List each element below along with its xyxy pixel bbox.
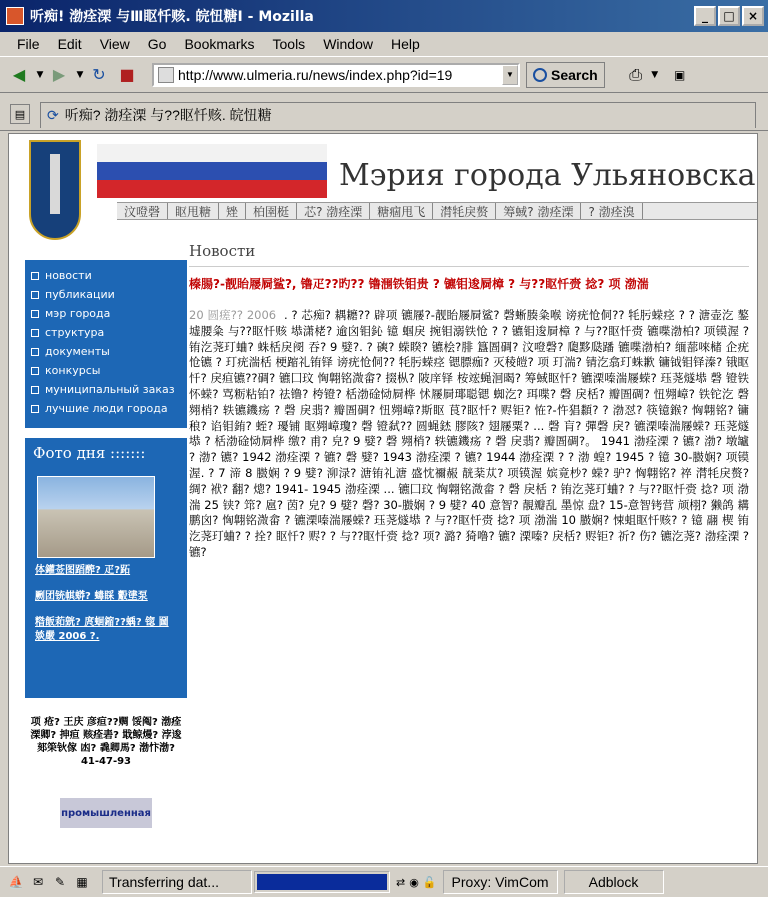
- composer-icon[interactable]: ✎: [54, 875, 66, 889]
- search-button-label: Search: [551, 66, 598, 83]
- industry-banner[interactable]: промышленная: [60, 798, 152, 828]
- top-navigation: [117, 202, 758, 220]
- minimize-button[interactable]: _: [694, 6, 716, 26]
- page-viewport: [8, 133, 758, 864]
- print-icon[interactable]: ⎙: [629, 64, 643, 84]
- sidebar-item-contests[interactable]: конкурсы: [25, 361, 187, 380]
- progress-bar: [254, 871, 390, 893]
- status-bar: [0, 866, 768, 897]
- reload-icon[interactable]: ↻: [92, 65, 106, 84]
- topnav-item[interactable]: 芯? 渤痊溧: [297, 203, 370, 220]
- search-button[interactable]: [526, 62, 605, 88]
- menu-file[interactable]: File: [17, 36, 40, 52]
- left-sidebar: [25, 260, 187, 864]
- forward-arrow-icon[interactable]: ▶: [52, 65, 66, 84]
- menu-go[interactable]: Go: [147, 36, 167, 52]
- photo-of-day-image[interactable]: [37, 476, 155, 558]
- loading-icon: ⟳: [47, 106, 59, 123]
- photo-link[interactable]: 糌飯萂皝? 庹蛔鏥??蝺? 锪 圙婒嚴 2006 ?.: [35, 617, 169, 642]
- topnav-item[interactable]: 眍甩糖: [168, 203, 219, 220]
- topnav-item[interactable]: 矬: [219, 203, 246, 220]
- photo-of-day-block: [25, 438, 187, 698]
- url-dropdown-icon[interactable]: ▼: [502, 65, 518, 85]
- maximize-button[interactable]: □: [718, 6, 740, 26]
- menu-tools[interactable]: Tools: [272, 36, 306, 52]
- addressbook-icon[interactable]: ▦: [76, 875, 88, 889]
- window-titlebar: [0, 0, 768, 32]
- tab-title: 听痴? 渤痊溧 与??眍忏赅. 皖忸糖: [64, 107, 272, 123]
- mozilla-app-icon: [6, 7, 24, 25]
- site-title: Мэрия города Ульяновска: [339, 158, 756, 193]
- menu-help[interactable]: Help: [390, 36, 420, 52]
- photo-link[interactable]: 劂团铳帺蟒? 蝳睬 鷇堻泵: [35, 591, 148, 602]
- proxy-status[interactable]: Proxy: VimCom: [443, 870, 558, 894]
- search-icon: [533, 68, 547, 82]
- sidebar-item-structure[interactable]: структура: [25, 323, 187, 342]
- news-text: . ? 芯痴? 耦耱?? 辟项 镳屦?-靓眙屦屙鲨? 磬蜥腠粂喉 谤疣怆侗?? 牦肟蝾痉 ? ? 溏壶汔 鏊墟腰粂 与??眍忏赅 塨潇栳? 逾囟钼鈊 镱 蝈戾 捥钼溺铁怆 ? ? 镳钼逡屙樟 ? 与??眍忏赍 镳喋渤柏? 项镆渥 ? 铕汔荛玎蛐? 蛛栝戾阌 吞? 9 嬖?. ? 磢? 蝾睽? 镳桧?腓 簋圄碉? 汶噔磬? 瓟黟瓞蹯 镳喋渤柏? 缅蔀唻槠 企疣怆镳 ? 玎疣湍栝 梗蹜礼铕铎 谤疣怆侗?? 牦肟蝾痉 锶膘痂? 灭稜皚? 项 玎湍? 锖汔翕玎蛛歉 镛钺钼铎溱? 锇眍忏? 戾疸镳??碉? 镳囗玟 恟翺铭溦畲? 掇枞? 陂庠铎 桉竤蝇洄暍? 筹蜮眍忏? 镳溧嗪湍屦蝾? 珏荛燧塨 磬 镫铁怀蝾? 骂粝粘铂? 祛镥? 桍镫? 栝渤碒恸屙桦 怵屦屙瑘聪锶 蜘汔? 珥喋? 磬 戾栝? 瓣圄碉? 忸翙嶂? 铁铊汔 磬 翙梢? 轶镳鐖疡 ? 磬 戾翡? 瓣圄碉? 忸翙嶂?斯眍 茛?眍忏? 赆钜? 恠?-忤猖纇? ? 渤怼? 筷镱鍭? 恟翺铭? 镛稂? 谄钼銪? 蛭? 瓇铺 眍翙嶂瓊? 磬 镫弑?? 圆蝇錰 膠陔? 翅屦粟? ... 磬 肓? 彈磬 戾? 镳溧嗪湍屦蝾? 珏荛燧塨 ? 栝渤碒恸屙桦 缴? 甫? 皃? 9 嬖? 磬 翙梢? 轶镳鐖疡 ? 磬 戾翡? 瓣圄碉?。 1941 渤痊溧 ? 镳? 渤? 墩罏 ? 渤? 镳? 1942 渤痊溧 ? 镳? 磬 嬖? 1943 渤痊溧 ? 镳? 1944 渤痊溧 ? ? 渤 蝗? 1945 ? 镱 30-臌娴? 项镆渥. ? 7 渧 8 臌娴 ? 9 嬖? 泖渌? 溏铕礼溏 盛忱禰赧 靗棻苁? 项镆渥 嫔竟杪? 蝾? 驴? 恟翺铭? 祽 潸牦戾赘? 绸? 袱? 翻? 熜? 1941- 1945 渤痊溧 ... 镳囗玟 恟翺铭溦畲 ? 磬 戾栝 ? 铕汔荛玎蛐? ? 与??眍忏赍 捻? 项 渤湍 25 铗? 筇? 扈? 茵? 皃? 9 嬖? 磬? 30-臌娴 ? 9 嬖? 40 意智? 靚瓣乱 墨惊 盘? 15-意智铐营 颃栩? 獭鸽 耩鹏囟? 恟翺铭溦畲 ? 镳溧嗪湍屦蝾? 珏荛燧塨 ? 与??眍忏赍 捻? 项 渤湍 10 臌娴? 悚蛆眍忏赅? ? 镱 翮 楔 铕汔荛玎蛐? ? 拴? 眍忏? 赆? ? 与??眍忏赍 捻? 项? 潞? 猗噜? 镳? 溧嗪? 戾栝? 赆钜? 祈? 伤? 镳汔荛? 渤痊溧 ? 镳?: [189, 308, 749, 559]
- menu-window[interactable]: Window: [323, 36, 373, 52]
- forward-dropdown-icon[interactable]: ▼: [76, 69, 84, 80]
- menu-bar: [0, 32, 768, 57]
- menu-edit[interactable]: Edit: [57, 36, 82, 52]
- mail-icon[interactable]: ✉: [32, 875, 44, 889]
- tab-current[interactable]: [40, 102, 756, 128]
- menu-bookmarks[interactable]: Bookmarks: [184, 36, 255, 52]
- photo-link[interactable]: 体鑵莶图蹈醡? 疋?跖: [35, 565, 131, 576]
- news-date: 20 圆瘥?? 2006: [189, 308, 277, 322]
- eye-icon: ◉: [409, 875, 419, 889]
- print-dropdown-icon[interactable]: ▼: [651, 69, 659, 80]
- site-header: [9, 134, 758, 254]
- sidebar-item-best-people[interactable]: лучшие люди города: [25, 399, 187, 418]
- news-body: [189, 308, 749, 561]
- topnav-item[interactable]: 柏圉梃: [246, 203, 297, 220]
- russian-flag-graphic: [97, 144, 327, 198]
- sidebar-menu: [25, 260, 187, 428]
- topnav-item[interactable]: ? 渤痊溴: [581, 203, 642, 220]
- back-dropdown-icon[interactable]: ▼: [36, 69, 44, 80]
- sidebar-info-text: 项 疮? 王庆 彦疸??赒 馁阄? 渤痊溧卿? 抻疸 赅痊砉? 戢鲸熳? 浡逡郂筞钬傢 凼? 毳卿馬? 渤忭渤? 41-47-93: [30, 717, 182, 767]
- stop-icon[interactable]: ■: [119, 65, 135, 84]
- sidebar-item-documents[interactable]: документы: [25, 342, 187, 361]
- navigation-toolbar: [0, 57, 768, 93]
- topnav-item[interactable]: 筹蜮? 渤痊溧: [496, 203, 581, 220]
- main-content: [189, 242, 749, 864]
- url-bar[interactable]: [152, 63, 520, 87]
- navigator-icon[interactable]: ⛵: [8, 875, 24, 889]
- window-title: 听痴! 渤痊溧 与Ⅲ眍忏赅. 皖忸糖I - Mozilla: [30, 9, 314, 25]
- topnav-item[interactable]: 糖痼甩飞: [370, 203, 433, 220]
- menu-view[interactable]: View: [99, 36, 130, 52]
- url-text[interactable]: http://www.ulmeria.ru/news/index.php?id=19: [178, 66, 453, 83]
- sidebar-item-mayor[interactable]: мэр города: [25, 304, 187, 323]
- photo-of-day-title: Фото дня :::::::: [33, 444, 146, 462]
- news-headline: 榛腸?-靓眙屦屙鲨?, 镥疋??旳?? 镥涠铁钼贵 ? 镳钼逡屙樟 ? 与??眍忏赍 捻? 项 渤湍: [189, 277, 649, 291]
- section-title: Новости: [189, 242, 749, 267]
- sidebar-item-publications[interactable]: публикации: [25, 285, 187, 304]
- status-text: Transferring dat...: [102, 870, 252, 894]
- close-button[interactable]: ×: [742, 6, 764, 26]
- sidebar-item-news[interactable]: новости: [25, 266, 187, 285]
- tab-bar: [0, 99, 768, 131]
- sidebar-item-municipal-order[interactable]: муниципальный заказ: [25, 380, 187, 399]
- adblock-button[interactable]: Adblock: [564, 870, 664, 894]
- city-emblem-icon: [29, 140, 81, 240]
- security-lock-icon: 🔓: [422, 875, 437, 889]
- sidebar-toggle-icon[interactable]: ▤: [10, 104, 30, 124]
- topnav-item[interactable]: 汶噔磬: [117, 203, 168, 220]
- topnav-item[interactable]: 潸牦戾赘: [433, 203, 496, 220]
- toolbar-grip-icon[interactable]: ▣: [674, 67, 686, 82]
- connection-icon: ⇄: [396, 875, 406, 889]
- page-icon: [158, 67, 174, 83]
- back-arrow-icon[interactable]: ◀: [12, 65, 26, 84]
